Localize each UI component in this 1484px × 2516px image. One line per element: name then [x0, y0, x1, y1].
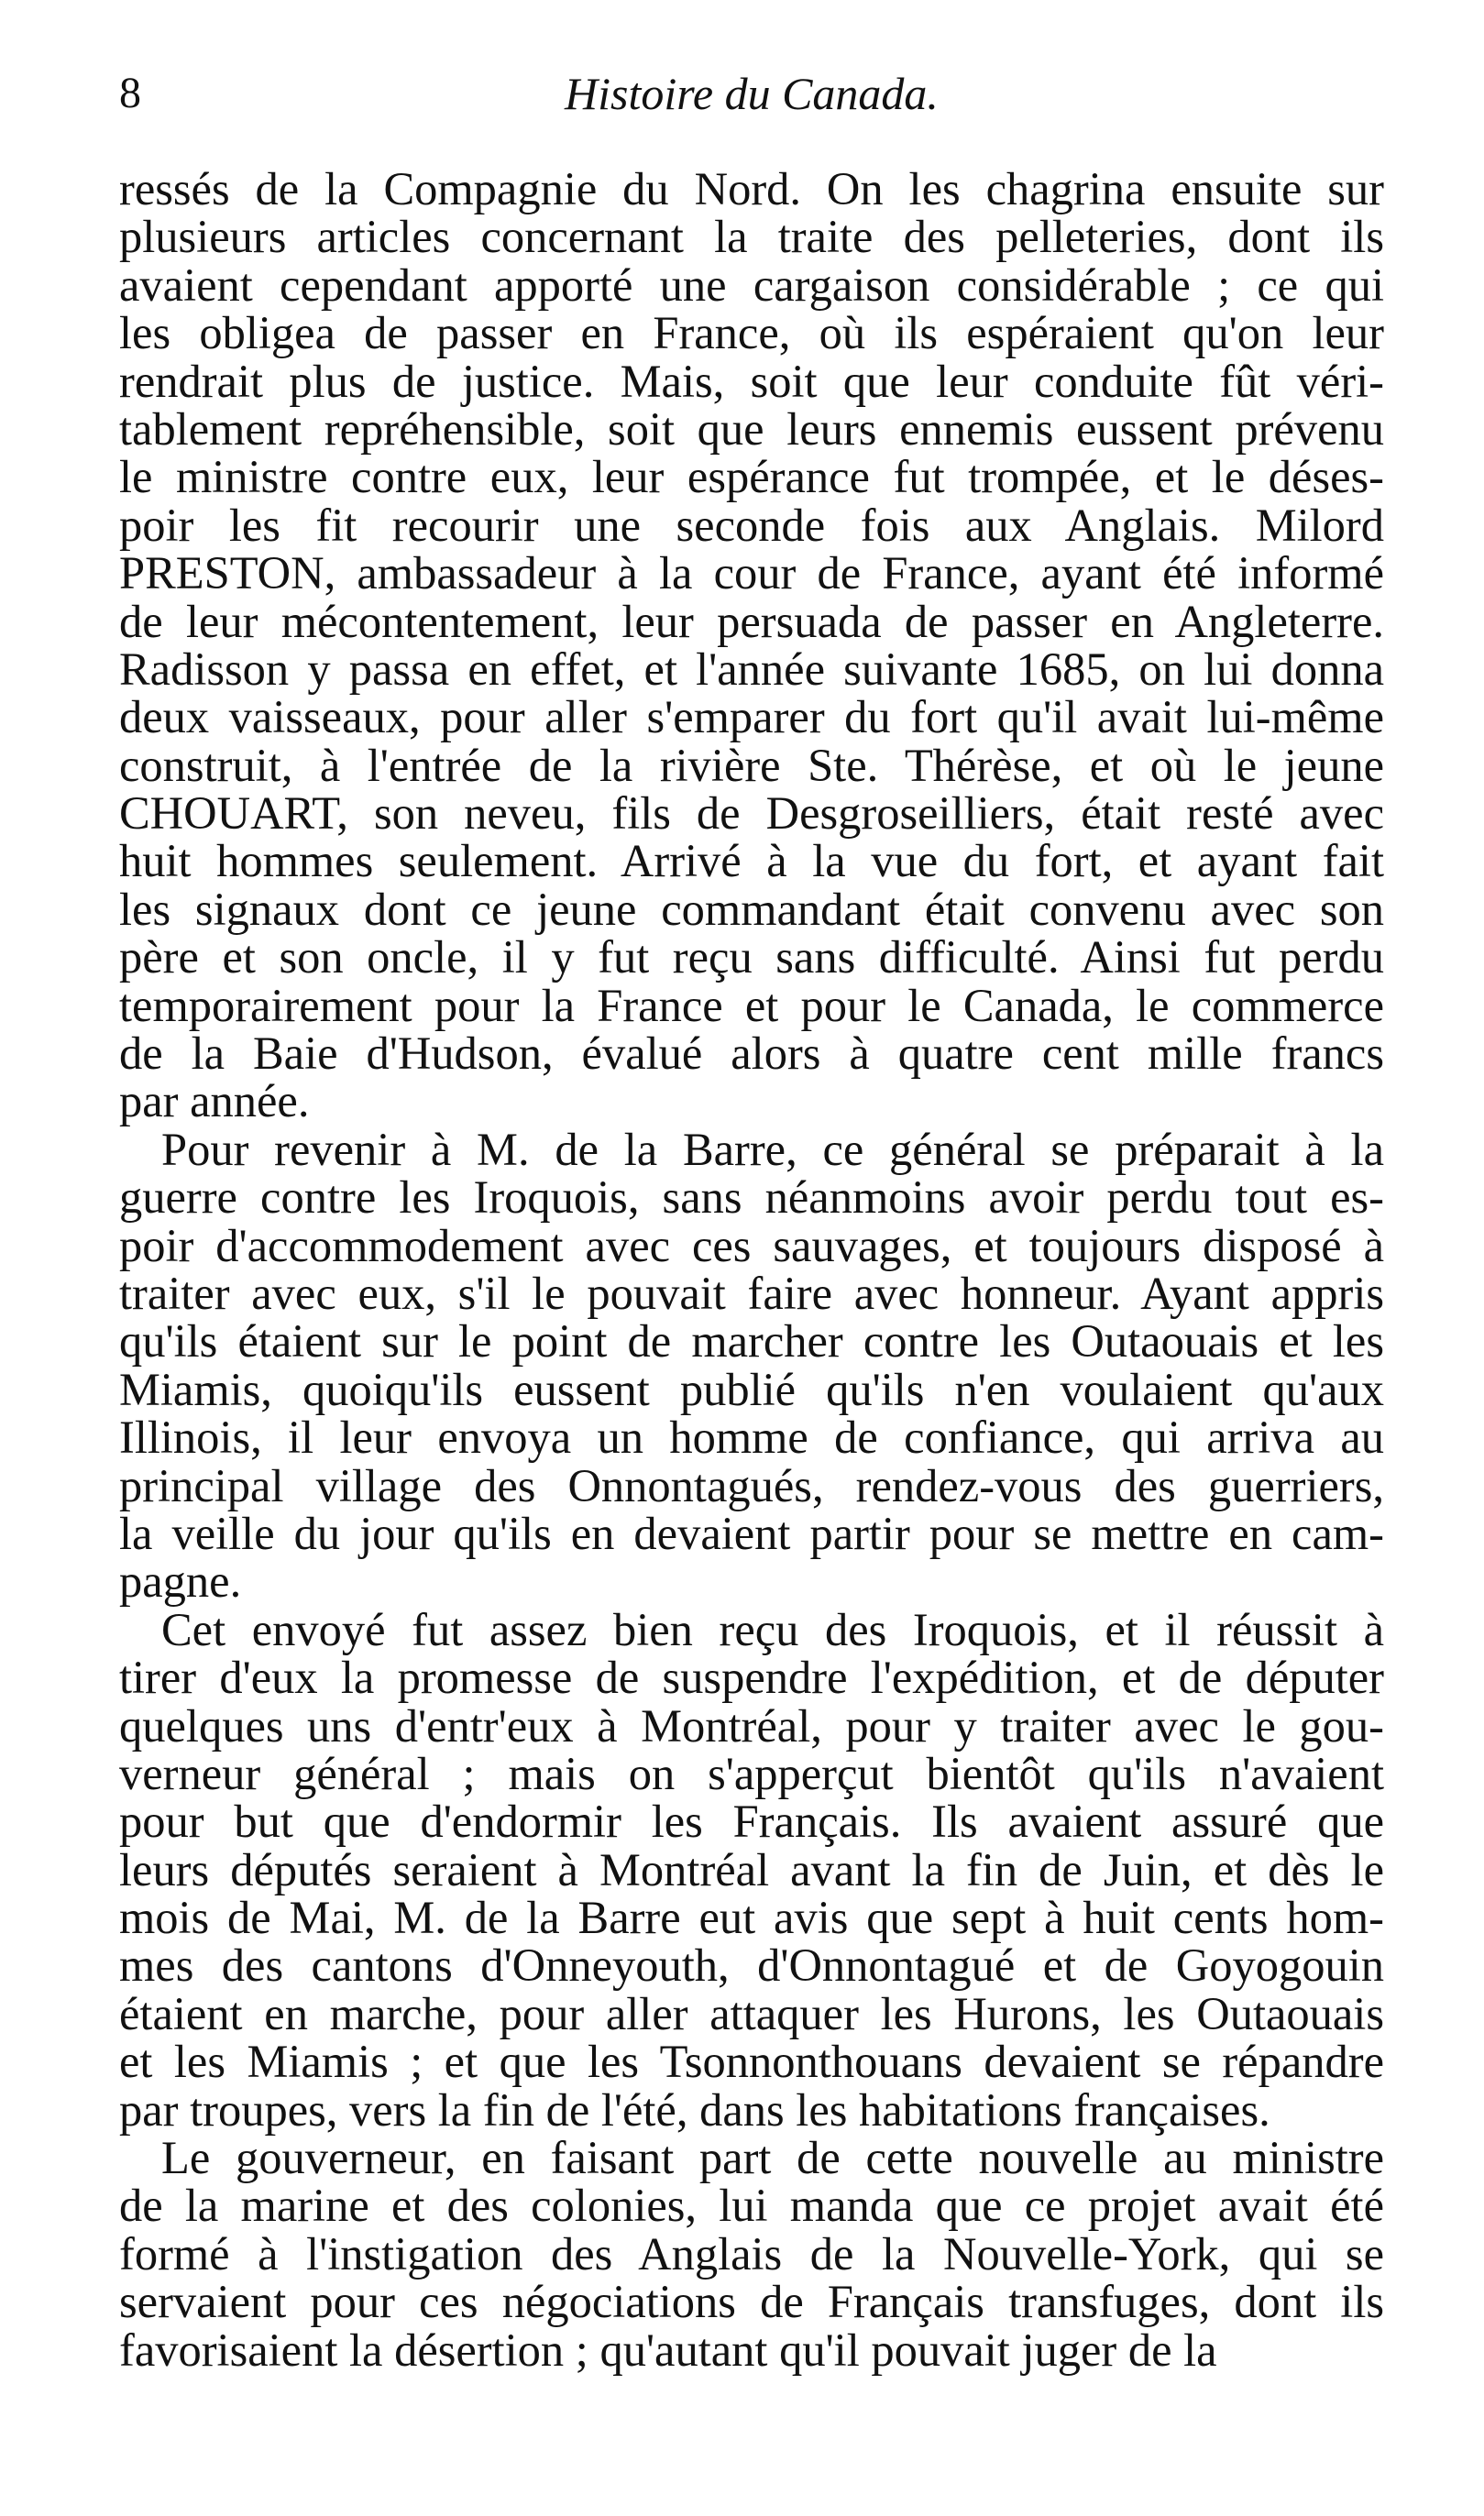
- text-line: Miamis, quoiqu'ils eussent publié qu'ils n'en voulaient qu'aux: [119, 1363, 1384, 1415]
- text-line: et les Miamis ; et que les Tsonnonthouans devaient se répandre: [119, 2036, 1384, 2088]
- text-line: ressés de la Compagnie du Nord. On les chagrina ensuite sur: [119, 163, 1384, 214]
- text-line: poir d'accommodement avec ces sauvages, et toujours disposé à: [119, 1219, 1384, 1271]
- text-line: CHOUART, son neveu, fils de Desgroseilliers, était resté avec: [119, 787, 1384, 840]
- text-line: poir les fit recourir une seconde fois aux Anglais. Milord: [119, 499, 1384, 551]
- text-line: la veille du jour qu'ils en devaient partir pour se mettre en cam-: [119, 1507, 1384, 1559]
- text-line: Le gouverneur, en faisant part de cette nouvelle au ministre: [161, 2132, 1384, 2184]
- text-line: Radisson y passa en effet, et l'année suivante 1685, on lui donna: [119, 643, 1384, 695]
- text-line: construit, à l'entrée de la rivière Ste. Thérèse, et où le jeune: [119, 739, 1384, 791]
- text-line: les obligea de passer en France, où ils espéraient qu'on leur: [119, 307, 1384, 359]
- text-line: formé à l'instigation des Anglais de la Nouvelle-York, qui se: [119, 2227, 1384, 2280]
- text-line: qu'ils étaient sur le point de marcher contre les Outaouais et les: [119, 1315, 1384, 1368]
- text-line: favorisaient la désertion ; qu'autant qu'il pouvait juger de la: [119, 2324, 1217, 2376]
- text-line: guerre contre les Iroquois, sans néanmoins avoir perdu tout es-: [119, 1171, 1384, 1224]
- text-line: avaient cependant apporté une cargaison considérable ; ce qui: [119, 258, 1384, 311]
- text-line: deux vaisseaux, pour aller s'emparer du fort qu'il avait lui-même: [119, 691, 1384, 743]
- text-line: de leur mécontentement, leur persuada de passer en Angleterre.: [119, 595, 1384, 647]
- page-number: 8: [119, 69, 141, 117]
- text-line: huit hommes seulement. Arrivé à la vue du fort, et ayant fait: [119, 835, 1384, 887]
- text-line: principal village des Onnontagués, rendez-vous des guerriers,: [119, 1459, 1384, 1511]
- text-line: le ministre contre eux, leur espérance fut trompée, et le déses-: [119, 451, 1384, 503]
- text-line: mois de Mai, M. de la Barre eut avis que sept à huit cents hom-: [119, 1892, 1384, 1944]
- text-line: par troupes, vers la fin de l'été, dans les habitations françaises.: [119, 2083, 1270, 2136]
- text-line: Illinois, il leur envoya un homme de confiance, qui arriva au: [119, 1412, 1384, 1464]
- text-line: père et son oncle, il y fut reçu sans difficulté. Ainsi fut perdu: [119, 931, 1384, 983]
- text-line: les signaux dont ce jeune commandant était convenu avec son: [119, 883, 1384, 935]
- text-line: de la marine et des colonies, lui manda que ce projet avait été: [119, 2180, 1384, 2232]
- text-line: plusieurs articles concernant la traite des pelleteries, dont ils: [119, 211, 1384, 263]
- text-line: par année.: [119, 1075, 310, 1127]
- text-line: pour but que d'endormir les Français. Ils avaient assuré que: [119, 1796, 1384, 1848]
- text-line: mes des cantons d'Onneyouth, d'Onnontagué et de Goyogouin: [119, 1939, 1384, 1992]
- text-line: temporairement pour la France et pour le Canada, le commerce: [119, 979, 1384, 1031]
- text-line: tablement repréhensible, soit que leurs ennemis eussent prévenu: [119, 402, 1384, 455]
- text-line: rendrait plus de justice. Mais, soit que leur conduite fût véri-: [119, 355, 1384, 407]
- text-line: étaient en marche, pour aller attaquer les Hurons, les Outaouais: [119, 1987, 1384, 2039]
- running-title: Histoire du Canada.: [565, 68, 939, 119]
- body-text: [119, 165, 1384, 2374]
- text-line: servaient pour ces négociations de Français transfuges, dont ils: [119, 2276, 1384, 2328]
- text-line: verneur général ; mais on s'apperçut bientôt qu'ils n'avaient: [119, 1747, 1384, 1799]
- text-line: PRESTON, ambassadeur à la cour de France, ayant été informé: [119, 547, 1384, 599]
- text-line: Pour revenir à M. de la Barre, ce général se préparait à la: [161, 1123, 1384, 1175]
- text-line: quelques uns d'entr'eux à Montréal, pour y traiter avec le gou-: [119, 1699, 1384, 1752]
- text-line: traiter avec eux, s'il le pouvait faire avec honneur. Ayant appris: [119, 1267, 1384, 1319]
- text-line: leurs députés seraient à Montréal avant la fin de Juin, et dès le: [119, 1843, 1384, 1895]
- text-line: Cet envoyé fut assez bien reçu des Iroquois, et il réussit à: [161, 1603, 1384, 1655]
- text-line: de la Baie d'Hudson, évalué alors à quatre cent mille francs: [119, 1027, 1384, 1080]
- text-line: pagne.: [119, 1555, 242, 1608]
- text-line: tirer d'eux la promesse de suspendre l'expédition, et de députer: [119, 1652, 1384, 1704]
